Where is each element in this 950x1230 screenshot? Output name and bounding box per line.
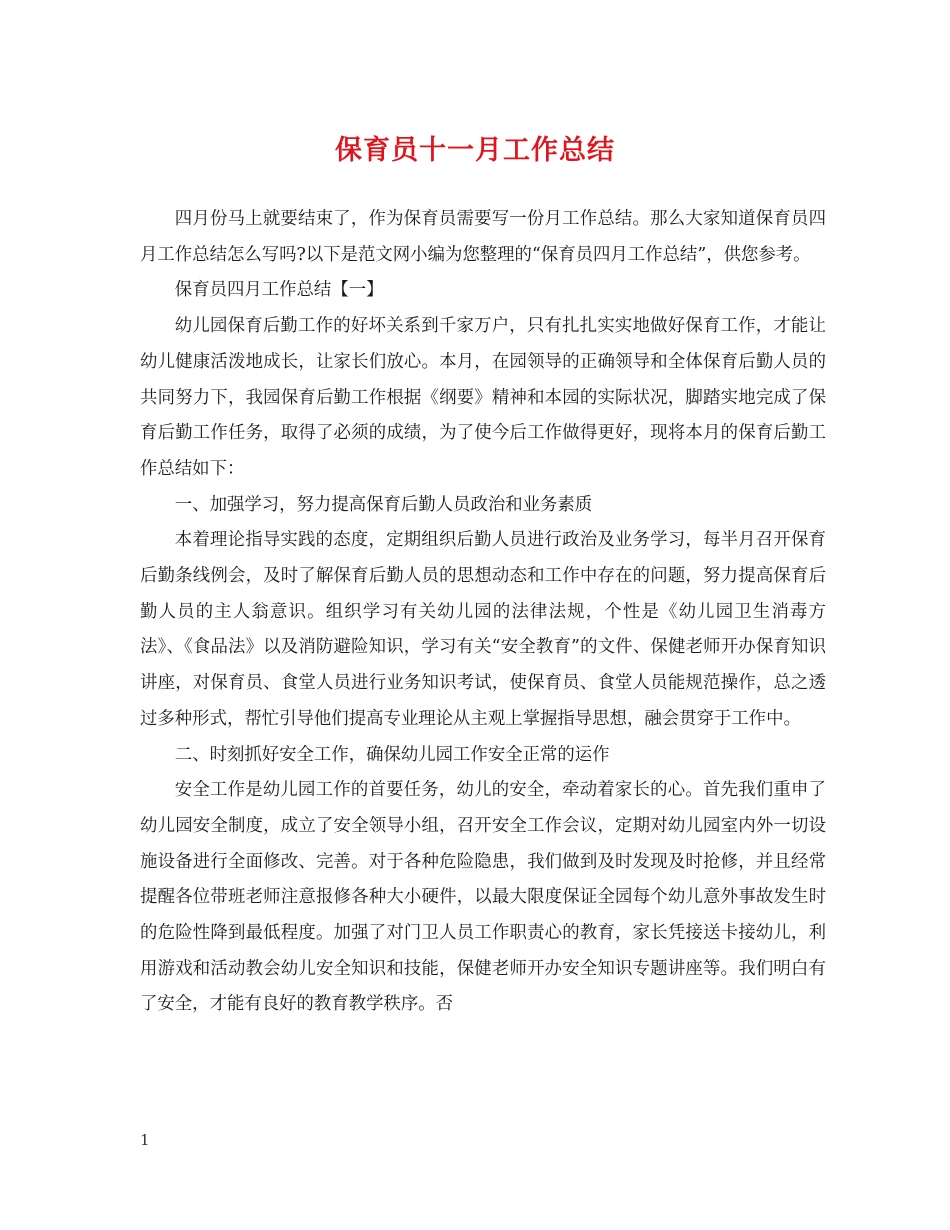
document-title: 保育员十一月工作总结 [335,135,615,166]
intro-paragraph: 四月份马上就要结束了，作为保育员需要写一份月工作总结。那么大家知道保育员四月工作总结怎么写吗?以下是范文网小编为您整理的“保育员四月工作总结”，供您参考。 [140,209,826,265]
subheading-study: 一、加强学习，努力提高保育后勤人员政治和业务素质 [174,494,593,515]
section-heading-one: 保育员四月工作总结【一】 [174,280,384,301]
body-paragraph: 幼儿园保育后勤工作的好坏关系到千家万户，只有扎扎实实地做好保育工作，才能让幼儿健康活泼地成长，让家长们放心。本月，在园领导的正确领导和全体保育后勤人员的共同努力下，我园保育后勤工作根据《纲要》精神和本园的实际状况，脚踏实地完成了保育后勤工作任务，取得了必须的成绩，为了使今后工作做得更好，现将本月的保育后勤工作总结如下： [140,316,826,479]
body-paragraph: 本着理论指导实践的态度，定期组织后勤人员进行政治及业务学习，每半月召开保育后勤条线例会，及时了解保育后勤人员的思想动态和工作中存在的问题，努力提高保育后勤人员的主人翁意识。组织学习有关幼儿园的法律法规，个性是《幼儿园卫生消毒方法》、《食品法》以及消防避险知识，学习有关“安全教育”的文件、保健老师开办保育知识讲座，对保育员、食堂人员进行业务知识考试，使保育员、食堂人员能规范操作，总之透过多种形式，帮忙引导他们提高专业理论从主观上掌握指导思想，融会贯穿于工作中。 [140,530,826,729]
document-body [140,202,826,1023]
page-number: 1 [140,1131,150,1149]
body-paragraph: 安全工作是幼儿园工作的首要任务，幼儿的安全，牵动着家长的心。首先我们重申了幼儿园安全制度，成立了安全领导小组，召开安全工作会议，定期对幼儿园室内外一切设施设备进行全面修改、完善。对于各种危险隐患，我们做到及时发现及时抢修，并且经常提醒各位带班老师注意报修各种大小硬件，以最大限度保证全园每个幼儿意外事故发生时的危险性降到最低程度。加强了对门卫人员工作职责心的教育，家长凭接送卡接幼儿，利用游戏和活动教会幼儿安全知识和技能，保健老师开办安全知识专题讲座等。我们明白有了安全，才能有良好的教育教学秩序。否 [140,780,826,1015]
subheading-safety: 二、时刻抓好安全工作，确保幼儿园工作安全正常的运作 [174,744,610,765]
